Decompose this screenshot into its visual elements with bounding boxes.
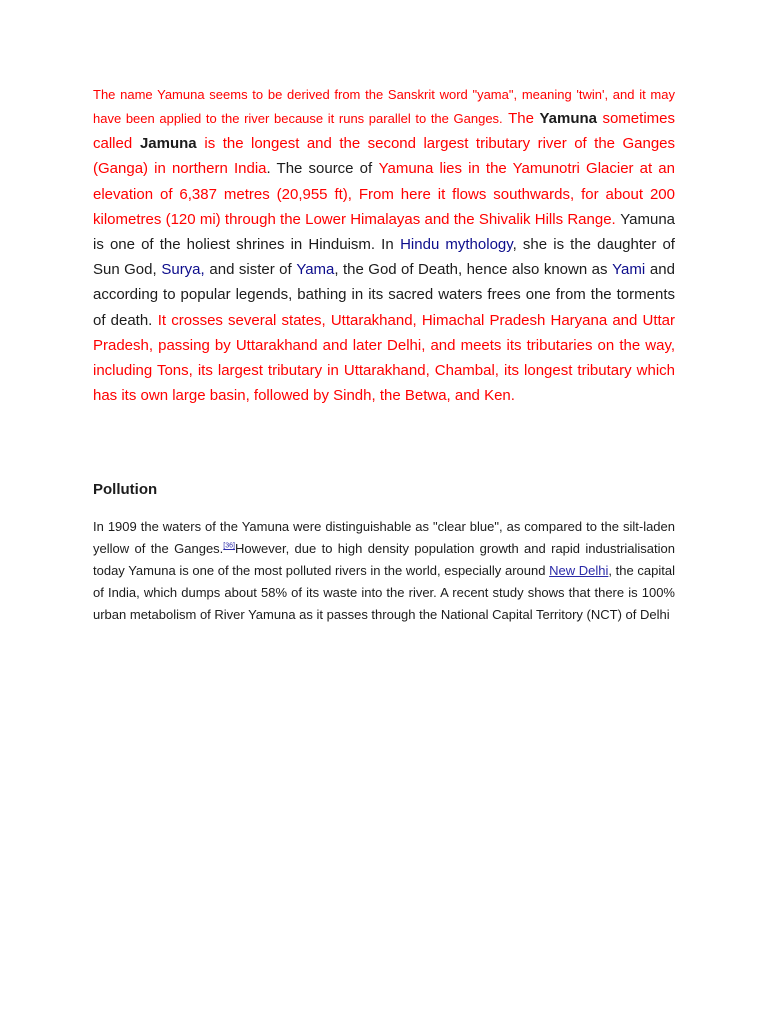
source-sentence: Yamuna lies in the Yamunotri Glacier at an elevation of 6,387 metres (20,955 ft), From here it flows southwards, for about 200 kilometres (120 mi) through the Lower Himalayas and the Shivalik Hills Range. (93, 160, 675, 228)
citation-link[interactable]: [36] (223, 542, 235, 550)
link-yama[interactable]: Yama (296, 261, 335, 279)
etymology-sentence: The name Yamuna seems to be derived from the Sanskrit word "yama", meaning 'twin', and it may have been applied to the river because it runs parallel to the Ganges. (93, 87, 675, 126)
text-run: The (508, 110, 534, 127)
link-yami[interactable]: Yami (612, 261, 646, 279)
term-yamuna: Yamuna (539, 110, 597, 127)
document-body (93, 84, 675, 408)
text-run: In 1909 the waters of the Yamuna were distinguishable as "clear blue", as compared to the silt-laden yellow of the Ganges. (93, 519, 675, 556)
text-run: , she is the daughter of Sun God, (93, 236, 675, 279)
term-jamuna: Jamuna (139, 135, 197, 153)
link-new-delhi[interactable]: New Delhi (549, 563, 609, 578)
text-run: and according to popular legends, bathing in its sacred waters frees one from the torments of death. (93, 261, 675, 329)
intro-paragraph (93, 84, 675, 408)
course-sentence: It crosses several states, Uttarakhand, Himachal Pradesh Haryana and Uttar Pradesh, passing by Uttarakhand and later Delhi, and meets its tributaries on the way, including Tons, its largest tributary in Uttarakhand, Chambal, its longest tributary which has its own large basin, followed by Sindh, the Betwa, and Ken. (93, 311, 675, 405)
text-run: , the capital of India, which dumps about 58% of its waste into the river. A recent study shows that there is 100% urban metabolism of River Yamuna as it passes through the National Capital Territory (NCT) of Delhi (93, 563, 675, 622)
text-run: and sister of (209, 261, 292, 279)
link-surya[interactable]: Surya, (161, 261, 205, 279)
text-run: sometimes called (93, 110, 675, 153)
link-hindu-mythology[interactable]: Hindu mythology (400, 236, 513, 254)
text-run: . The source of (266, 160, 373, 178)
text-run: is the longest and the second largest tributary river of the Ganges (Ganga) in northern India (93, 135, 676, 178)
pollution-paragraph (93, 516, 675, 626)
pollution-heading: Pollution (93, 481, 158, 498)
text-run: , the God of Death, hence also known as (334, 261, 608, 279)
text-run: However, due to high density population growth and rapid industrialisation today Yamuna is one of the most polluted rivers in the world, especially around (93, 541, 675, 578)
text-run: Yamuna is one of the holiest shrines in Hinduism. In (93, 210, 676, 254)
